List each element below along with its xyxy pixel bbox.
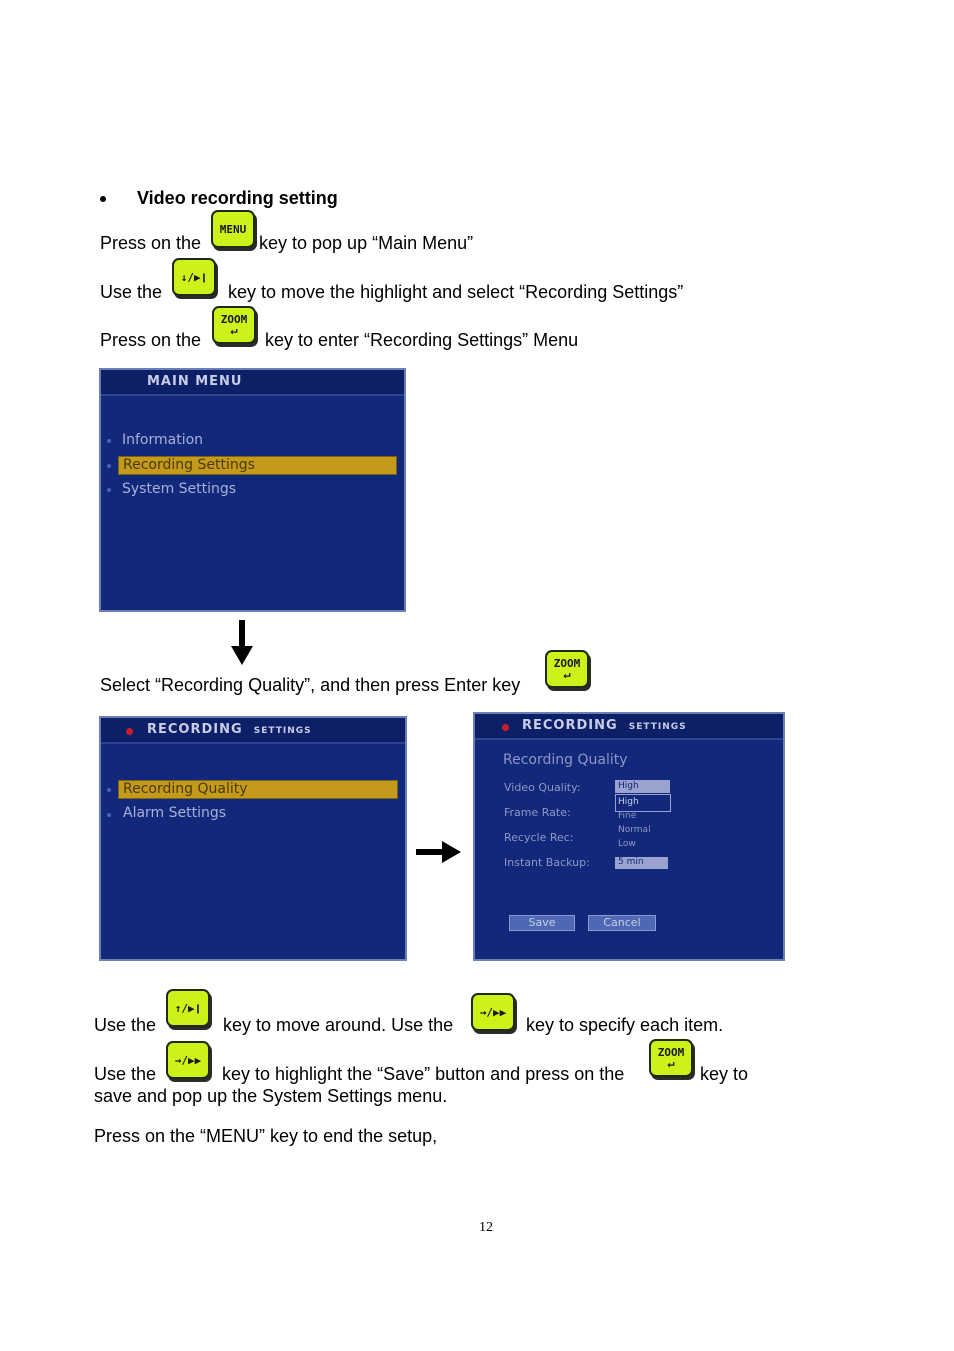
label-recycle-rec: Recycle Rec: <box>504 831 574 844</box>
label-video-quality: Video Quality: <box>504 781 581 794</box>
dropdown-option-normal[interactable]: Normal <box>618 825 651 835</box>
menu-item-recording-settings[interactable]: Recording Settings <box>118 456 397 475</box>
save-button[interactable]: Save <box>509 915 575 931</box>
right-ff-key-icon: →/▶▶ <box>471 993 515 1031</box>
zoom-key-icon: ZOOM ↵ <box>212 306 256 344</box>
zoom-key-icon: ZOOM ↵ <box>545 650 589 688</box>
step2-pre: Use the <box>100 282 163 302</box>
menu-dot <box>107 439 111 443</box>
menu-key-icon: MENU <box>211 210 255 248</box>
menu-item-information[interactable]: Information <box>122 432 204 448</box>
label-instant-backup: Instant Backup: <box>504 856 590 869</box>
rec-title: RECORDING SETTINGS <box>147 722 312 737</box>
status-red-dot <box>502 724 509 731</box>
instant-backup-value: 5 min <box>618 857 644 867</box>
select-instruction: Select “Recording Quality”, and then press Enter key <box>100 675 521 695</box>
step1-pre: Press on the <box>100 233 202 253</box>
bottom1-mid: key to move around. Use the <box>223 1015 454 1035</box>
step2-post: key to move the highlight and select “Recording Settings” <box>228 282 684 302</box>
bottom2-mid: key to highlight the “Save” button and press on the <box>222 1064 625 1084</box>
dropdown-option-high[interactable]: High <box>618 797 639 807</box>
menu-item-recording-quality[interactable]: Recording Quality <box>118 780 398 799</box>
zoom-key-icon: ZOOM ↵ <box>649 1039 693 1077</box>
menu-dot <box>107 813 111 817</box>
bottom1-pre: Use the <box>94 1015 157 1035</box>
bottom1-post: key to specify each item. <box>526 1015 724 1035</box>
menu-dot <box>107 464 111 468</box>
recording-settings-screen <box>99 716 407 961</box>
quality-title: RECORDING SETTINGS <box>522 718 687 733</box>
menu-dot <box>107 488 111 492</box>
bottom2-pre: Use the <box>94 1064 157 1084</box>
menu-dot <box>107 788 111 792</box>
status-red-dot <box>126 728 133 735</box>
bottom3: Press on the “MENU” key to end the setup, <box>94 1126 438 1146</box>
page-number: 12 <box>479 1220 493 1235</box>
quality-subtitle: Recording Quality <box>503 752 628 768</box>
menu-item-alarm-settings[interactable]: Alarm Settings <box>123 805 227 821</box>
down-play-key-icon: ↓/▶❙ <box>172 258 216 296</box>
arrow-down-icon <box>229 620 255 666</box>
video-quality-selected: High <box>618 781 639 791</box>
menu-item-system-settings[interactable]: System Settings <box>122 481 237 497</box>
bottom2-cont: save and pop up the System Settings menu. <box>94 1086 448 1106</box>
recording-quality-screen <box>473 712 785 961</box>
step1-post: key to pop up “Main Menu” <box>259 233 474 253</box>
main-menu-screen <box>99 368 406 612</box>
bullet <box>100 196 106 202</box>
step3-post: key to enter “Recording Settings” Menu <box>265 330 579 350</box>
dropdown-option-low[interactable]: Low <box>618 839 636 849</box>
right-ff-key-icon: →/▶▶ <box>166 1041 210 1079</box>
arrow-right-icon <box>416 840 462 864</box>
label-frame-rate: Frame Rate: <box>504 806 571 819</box>
main-menu-title: MAIN MENU <box>147 374 243 389</box>
section-heading: Video recording setting <box>137 188 338 208</box>
bottom2-post: key to <box>700 1064 749 1084</box>
cancel-button[interactable]: Cancel <box>588 915 656 931</box>
up-play-key-icon: ↑/▶❙ <box>166 989 210 1027</box>
step3-pre: Press on the <box>100 330 202 350</box>
dropdown-option-fine[interactable]: Fine <box>618 811 637 821</box>
